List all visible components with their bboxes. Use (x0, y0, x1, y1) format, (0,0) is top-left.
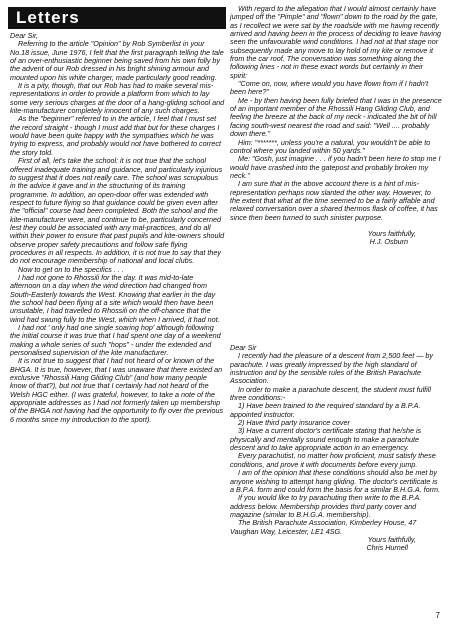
letter2-paragraph: I recently had the pleasure of a descent from 2,500 feet — by parachute. I was greatly impressed by the high standard of instruction and by the sensible rules of the British Parachute Association. (230, 351, 433, 386)
letter1-salutation: Dear Sir, (10, 31, 38, 40)
letter1-paragraph: Me: "Gosh, just imagine . . . if you hadn't been here to stop me I would have crashed into the gatepost and probably broken my neck." (230, 154, 441, 180)
letter2-paragraph: Every parachutist, no matter how proficient, must satisfy these conditions, and prove it with documents before every jump. (230, 451, 436, 469)
letter1-paragraph: Him: "*******, unless you're a natural, you wouldn't be able to control where you landed within 50 yards." (230, 137, 431, 155)
letter1-paragraph: "Come on, now, where would you have flown from if I hadn't been here?" (230, 79, 429, 97)
letter1-left-column (10, 32, 225, 424)
letter1-paragraph: It is a pity, though, that our Rob has had to make several mis-representations in order to provide a platform from which to lay some very serious charges at the door of a hang-gliding school and kite-manufacturer completely innocent of any such charges. (10, 81, 225, 116)
letter1-paragraph: I had not gone to Rhossili for the day. It was mid-to-late afternoon on a day when the wind direction had changed from South-Easterly towards the West. Knowing that earlier in the day the school had been flying at a site which would then have been unsuitable, I had travelled to Rhossili on the off-chance that the wind had swung fully to the West, which when I arrived, it had not. (10, 272, 220, 324)
letter2-signature: Chris Hurnell (366, 543, 408, 553)
letter1-paragraph: First of all, let's take the school: it is not true that the school offered inadequate training and guidance, and particularly injurious to suggest that it does not really care. The school was scrupulous in the advice it gave and in the structuring of its training programme. In addition, an open-door offer was extended with respect to future flying so that guidance could be given even after the "official" course had been completed. Both the school and the kite-manufacturer were, and continue to be, particularly concerned lest they could be associated with any mal-practices, and do all within their power to ensure that past pupils and kite-owners should observe proper safety precautions and follow safe flying procedures in all respects. In addition, it is not true to say that they do not encourage membership of national and local clubs. (10, 156, 225, 266)
page-number: 7 (435, 611, 440, 620)
letter2-paragraph: If you would like to try parachuting then write to the B.P.A. address below. Membership provides third party cover and magazine (similar to B.H.G.A. membership). (230, 493, 422, 519)
letter2-paragraph: In order to make a parachute descent, the student must fulfill three conditions:- (230, 384, 431, 403)
letter1-paragraph: I am sure that in the above account there is a hint of mis-representation perhaps now slanted the other way. However, to the extent that what at the time seemed to be a fairly affable and relaxed conversation over a shared thermos flask of coffee, it has since then been turned to such sinister purpose. (230, 179, 438, 222)
letter1-paragraph: Now to get on to the specifics . . . (18, 264, 124, 274)
letter2-salutation: Dear Sir (230, 343, 257, 352)
letter2-list-item: 1) Have been trained to the required standard by a B.P.A. appointed instructor. (230, 401, 421, 419)
letter2-address: The British Parachute Association, Kimberley House, 47 Vaughan Way, Leicester, LE1 4SG. (230, 518, 417, 536)
letter1-paragraph: Me - by then having been fully briefed that I was in the presence of an important member of the Rhossili Hang Gliding Club, and feeling the breeze at the back of my neck - indicated the bit of hill facing south-west nearest the road and said: "Well .... probably down there." (230, 95, 442, 139)
letter1-right-column (230, 5, 442, 247)
letter2-closing: Yours faithfully, (367, 534, 416, 544)
section-header (8, 7, 226, 29)
letter1-paragraph: As the "beginner" referred to in the article, I feel that I must set the record straight - though I must add that but for these charges I would have been quite happy with the sympathies which he was trying to express, and probably would not have bothered to correct the story told. (10, 114, 221, 157)
letter2-paragraph: I am of the opinion that these conditions should also be met by anyone wishing to attempt hang gliding. The doctor's certificate is a B.P.A. form and could form the basis for a similar B.H.G.A. form. (230, 468, 440, 494)
letter2-list-item: 3) Have a current doctor's certificate stating that he/she is physically and mentally sound enough to make a parachute descent and to take appropriate action in an emergency. (230, 426, 422, 453)
letter2-list-item: 2) Have third party insurance cover (238, 418, 350, 428)
letter1-paragraph: I had not ' only had one single soaring hop' although following the initial course it was true that I had spent one day of a weekend making a whole series of such "hops" - under the extended and personalised supervision of the kite manufacturer. (10, 323, 221, 358)
letter2-column (230, 344, 442, 553)
letter1-paragraph: It is not true to suggest that I had not heard of or known of the BHGA. It is true, however, that I was unaware that there existed an exclusive "Rhossili Hang Gliding Club" (and how many people know of that?), but not true that I certainly had not heard of the Welsh HGC either. (I was grateful, however, to take a note of the appropriate addresses as I had not formerly taken up membership of the BHGA not having had the opportunity to fly over the previous 6 months since my introduction to the sport). (10, 356, 224, 424)
letter1-paragraph: With regard to the allegation that I would almost certainly have jumped off the "Pimple" and "flown" down to the road by the gate, as I recollect we were sat by the roadside with me having recently arrived and having been in the process of deciding to leave having seen the unfavourable wind conditions. I had not at that stage nor subsequently made any move to lay hold of my kite or remove it from the car roof. The conversation was something along the following lines - not in these exact words but certainly in their spirit: (230, 4, 441, 80)
section-title: Letters (16, 8, 80, 27)
letter1-signature: H.J. Osburn (369, 237, 408, 247)
letter1-paragraph: Referring to the article "Opinion" by Rob Symberlist in your No.18 issue, June 1976, I felt that the first paragraph telling the tale of an over-enthusiastic beginner being saved from his own folly by the advent of our Rob dressed in his bright shining armour and mounted upon his white charger, made particularly good reading. (10, 39, 224, 82)
letter1-closing: Yours faithfully, (367, 228, 416, 238)
